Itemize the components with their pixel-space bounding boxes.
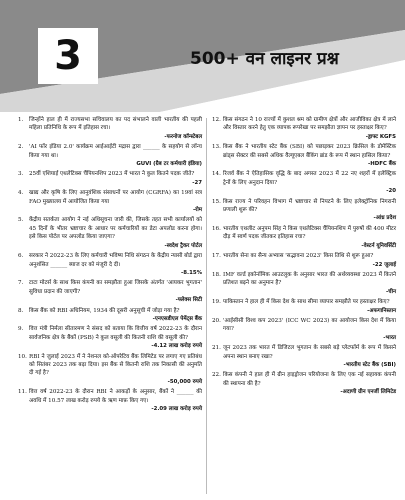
question-item bbox=[18, 279, 202, 304]
question-answer: -अदाणी ग्रीन एनर्जी लिमिटेड bbox=[340, 389, 396, 396]
question-number: 22. bbox=[212, 372, 221, 379]
question-text: सरकार ने 2022-23 के लिए कर्मचारी भविष्य निधि संगठन के केंद्रीय न्यासी बोर्ड द्वारा अनुशंसित ______ ब्याज दर को मंजूरी दे दी। bbox=[29, 253, 202, 268]
question-text: जून 2023 तक भारत में डिजिटल भुगतान के सबसे बड़े प्लेटफॉर्म के रूप में किसने अपना स्थान बनाए रखा? bbox=[223, 345, 396, 360]
question-number: 5. bbox=[18, 217, 24, 224]
question-answer: -फरनोज कॉन्स्टेबल bbox=[164, 133, 202, 140]
question-answer: GUVI (ग्रैब टर कर्मचारी इंडिया) bbox=[136, 161, 202, 168]
question-text: टाटा मोटर्स के साथ किस कंपनी का समझौता हुआ जिसके अंतर्गत 'आयकर भुगतान' सुविधा प्रदान की जाएगी? bbox=[29, 280, 202, 295]
question-number: 11. bbox=[18, 389, 27, 396]
question-answer: -HDFC बैंक bbox=[368, 161, 396, 168]
question-number: 9. bbox=[18, 326, 24, 333]
question-number: 12. bbox=[212, 117, 221, 123]
question-answer: -स्वदेश ट्रैकर पोर्टल bbox=[164, 242, 202, 249]
chapter-header bbox=[0, 0, 405, 112]
question-item bbox=[212, 371, 396, 396]
question-item bbox=[18, 353, 202, 387]
question-text: रिजर्व बैंक ने ऐतिहासिक वृद्धि के बाद अगस्त 2023 में 22 नए शहरों में इलेक्ट्रिक ट्रेनों के लिए अनुदान दिया? bbox=[223, 171, 396, 186]
question-number: 4. bbox=[18, 190, 24, 197]
question-item bbox=[212, 170, 396, 195]
question-answer: -27 bbox=[192, 179, 202, 186]
question-text: 'AI फॉर इंडिया 2.0' कार्यक्रम आईआईटी मद्रास द्वारा ______ के सहयोग से लॉन्च किया गया था। bbox=[29, 144, 202, 159]
question-number: 13. bbox=[212, 144, 221, 151]
question-item bbox=[212, 271, 396, 296]
question-answer: -भारतीय स्टेट बैंक (SBI) bbox=[343, 361, 396, 368]
question-answer: -2.09 लाख करोड़ रुपये bbox=[151, 406, 202, 412]
left-column bbox=[18, 116, 202, 415]
question-text: किस बैंक को RBI अधिनियम, 1934 की दूसरी अनुसूची में जोड़ा गया है? bbox=[29, 307, 180, 314]
question-number: 18. bbox=[212, 271, 221, 278]
question-item bbox=[212, 317, 396, 342]
question-item bbox=[212, 252, 396, 269]
question-text: किस संगठन ने 10 राज्यों में कुशल श्रम को ग्रामीण क्षेत्रों और आजीविका क्षेत्र में लाने और विस्तार करने हेतु एक व्यापक रूपरेखा पर समझौता ज्ञापन पर हस्ताक्षर किए? bbox=[223, 117, 396, 132]
question-item bbox=[18, 170, 202, 187]
question-item bbox=[18, 189, 202, 214]
question-number: 14. bbox=[212, 171, 221, 178]
question-text: वित्त वर्ष 2022-23 के दौरान RBI ने आकड़ों के अनुसार, बैंकों ने ______ की अवधि में 10.57 लाख करोड़ रुपये के ऋण माफ़ किए गए। bbox=[29, 389, 202, 404]
question-text: IMF वर्ल्ड इकोनॉमिक आउटलुक के अनुसार भारत की अर्थव्यवस्था 2023 में कितने प्रतिशत बढ़ने का अनुमान है? bbox=[223, 271, 396, 287]
question-item bbox=[212, 225, 396, 250]
question-number: 16. bbox=[212, 225, 221, 232]
question-item bbox=[18, 143, 202, 168]
question-number: 21. bbox=[212, 345, 221, 352]
question-text: वित्त मंत्री निर्मला सीतारमण ने संसद को बताया कि वित्तीय वर्ष 2022-23 के दौरान सार्वजनिक क्षेत्र के बैंकों (PSB) ने कुल वसूली की कितनी राशि की वसूली की? bbox=[29, 326, 202, 341]
question-number: 19. bbox=[212, 299, 221, 306]
question-number: 20. bbox=[212, 317, 221, 324]
chapter-title: 500+ वन लाइनर प्रश्न bbox=[190, 49, 339, 69]
question-answer: -चीन bbox=[385, 288, 396, 295]
question-number: 1. bbox=[18, 117, 24, 123]
question-item bbox=[212, 344, 396, 369]
question-text: खाद्य और कृषि के लिए आनुवंशिक संसाधनों पर आयोग (CGRFA) का 19वां सत्र FAO मुख्यालय में आयोजित किया गया bbox=[29, 190, 202, 205]
question-text: RBI ने जुलाई 2023 में ने नेशनल को-ऑपरेटिव बैंक लिमिटेड पर लगाए गए प्रतिबंध को सितंबर 2023 तक बढ़ा दिया। इस बैंक से कितनी राशि तक निकासी की अनुमति दी गई है? bbox=[29, 353, 202, 377]
question-number: 15. bbox=[212, 198, 221, 205]
question-answer: -भारत bbox=[383, 334, 396, 341]
question-item bbox=[18, 252, 202, 277]
question-text: भारतीय सेना का सैन्य अभ्यास 'सद्भावना 2023' किस तिथि से शुरू हुआ? bbox=[223, 253, 374, 260]
question-answer: -20 bbox=[386, 188, 396, 195]
question-answer: -8.15% bbox=[181, 269, 202, 276]
question-number: 3. bbox=[18, 171, 24, 178]
question-item bbox=[18, 116, 202, 141]
question-item bbox=[212, 116, 396, 141]
question-text: केंद्रीय सतर्कता आयोग ने नई अधिसूचना जारी की, जिसके तहत सभी कार्यालयों को 45 दिनों के भीतर भ्रष्टाचार के आधार पर कर्मचारियों का डेटा अपलोड करना होगा। इसे किस पोर्टल पर अपलोड किया जाएगा? bbox=[29, 217, 202, 241]
question-number: 2. bbox=[18, 144, 24, 151]
chapter-number: 3 bbox=[54, 33, 82, 79]
question-item bbox=[18, 388, 202, 413]
question-number: 8. bbox=[18, 307, 24, 314]
question-text: भारतीय एथलीट अनुपम सिंह ने किस एथलेटिक्स चैंपियनशिप में पुरुषों की 400 मीटर दौड़ में स्वर्ण पदक जीतकर इतिहास रचा? bbox=[223, 225, 396, 241]
question-answer: -22 जुलाई bbox=[372, 261, 396, 268]
question-item bbox=[18, 307, 202, 324]
question-number: 10. bbox=[18, 353, 27, 360]
question-columns bbox=[0, 116, 405, 500]
question-answer: -अफगानिस्तान bbox=[367, 307, 396, 314]
question-item bbox=[212, 298, 396, 315]
question-answer: -ड्राफ्ट KGFS bbox=[365, 133, 396, 140]
question-text: किस बैंक ने भारतीय स्टेट बैंक (SBI) को पछाड़कर 2023 क्रिसिल के डोमेस्टिक ब्रांड्स सेक्टर की सबसे अधिक वैल्यूएबल बैंकिंग ब्रांड के रूप में स्थान हासिल किया? bbox=[223, 144, 396, 159]
question-number: 6. bbox=[18, 253, 24, 260]
question-text: 25वीं एशियाई एथलेटिक्स चैंपियनशिप 2023 में भारत ने कुल कितने पदक जीते? bbox=[29, 171, 195, 178]
question-text: 'आईसीसी विश्व कप 2023' (ICC WC 2023) का आयोजन किस देश में किया गया? bbox=[223, 317, 396, 333]
question-item bbox=[212, 143, 396, 168]
question-item bbox=[18, 325, 202, 350]
question-answer: -आंध्र प्रदेश bbox=[373, 215, 396, 222]
question-answer: -रोम bbox=[192, 207, 202, 214]
question-text: किस राज्य ने परिवहन विभाग में भ्रष्टाचार से निपटने के लिए इलेक्ट्रॉनिक निगरानी प्रणाली शुरू की? bbox=[223, 198, 396, 214]
right-column bbox=[212, 116, 396, 399]
question-answer: -50,000 रुपये bbox=[167, 378, 202, 385]
question-number: 7. bbox=[18, 280, 24, 287]
question-answer: -एनएसडीएल पेमेंट्स बैंक bbox=[152, 315, 202, 322]
question-answer: -वेस्टर्न यूनिवर्सिटी bbox=[361, 242, 396, 249]
question-item bbox=[18, 216, 202, 250]
question-text: किस कंपनी ने हाल ही में ग्रीन हाइड्रोजन परियोजना के लिए एक नई सहायक कंपनी की स्थापना की है? bbox=[223, 372, 396, 387]
question-answer: -4.12 लाख करोड़ रुपये bbox=[151, 343, 202, 350]
question-item bbox=[212, 198, 396, 223]
question-answer: -फ्लेक्स सिटी bbox=[175, 297, 202, 304]
question-number: 17. bbox=[212, 253, 221, 260]
question-text: जिन्होंने हाल ही में राज्यसभा सचिवालय का पद संभालने वाली भारतीय की पहली महिला प्रतिनिधि के रूप में इतिहास रचा। bbox=[29, 117, 202, 132]
question-text: पाकिस्तान ने हाल ही में किस देश के साथ सीमा व्यापार समझौते पर हस्ताक्षर किए? bbox=[223, 299, 390, 306]
